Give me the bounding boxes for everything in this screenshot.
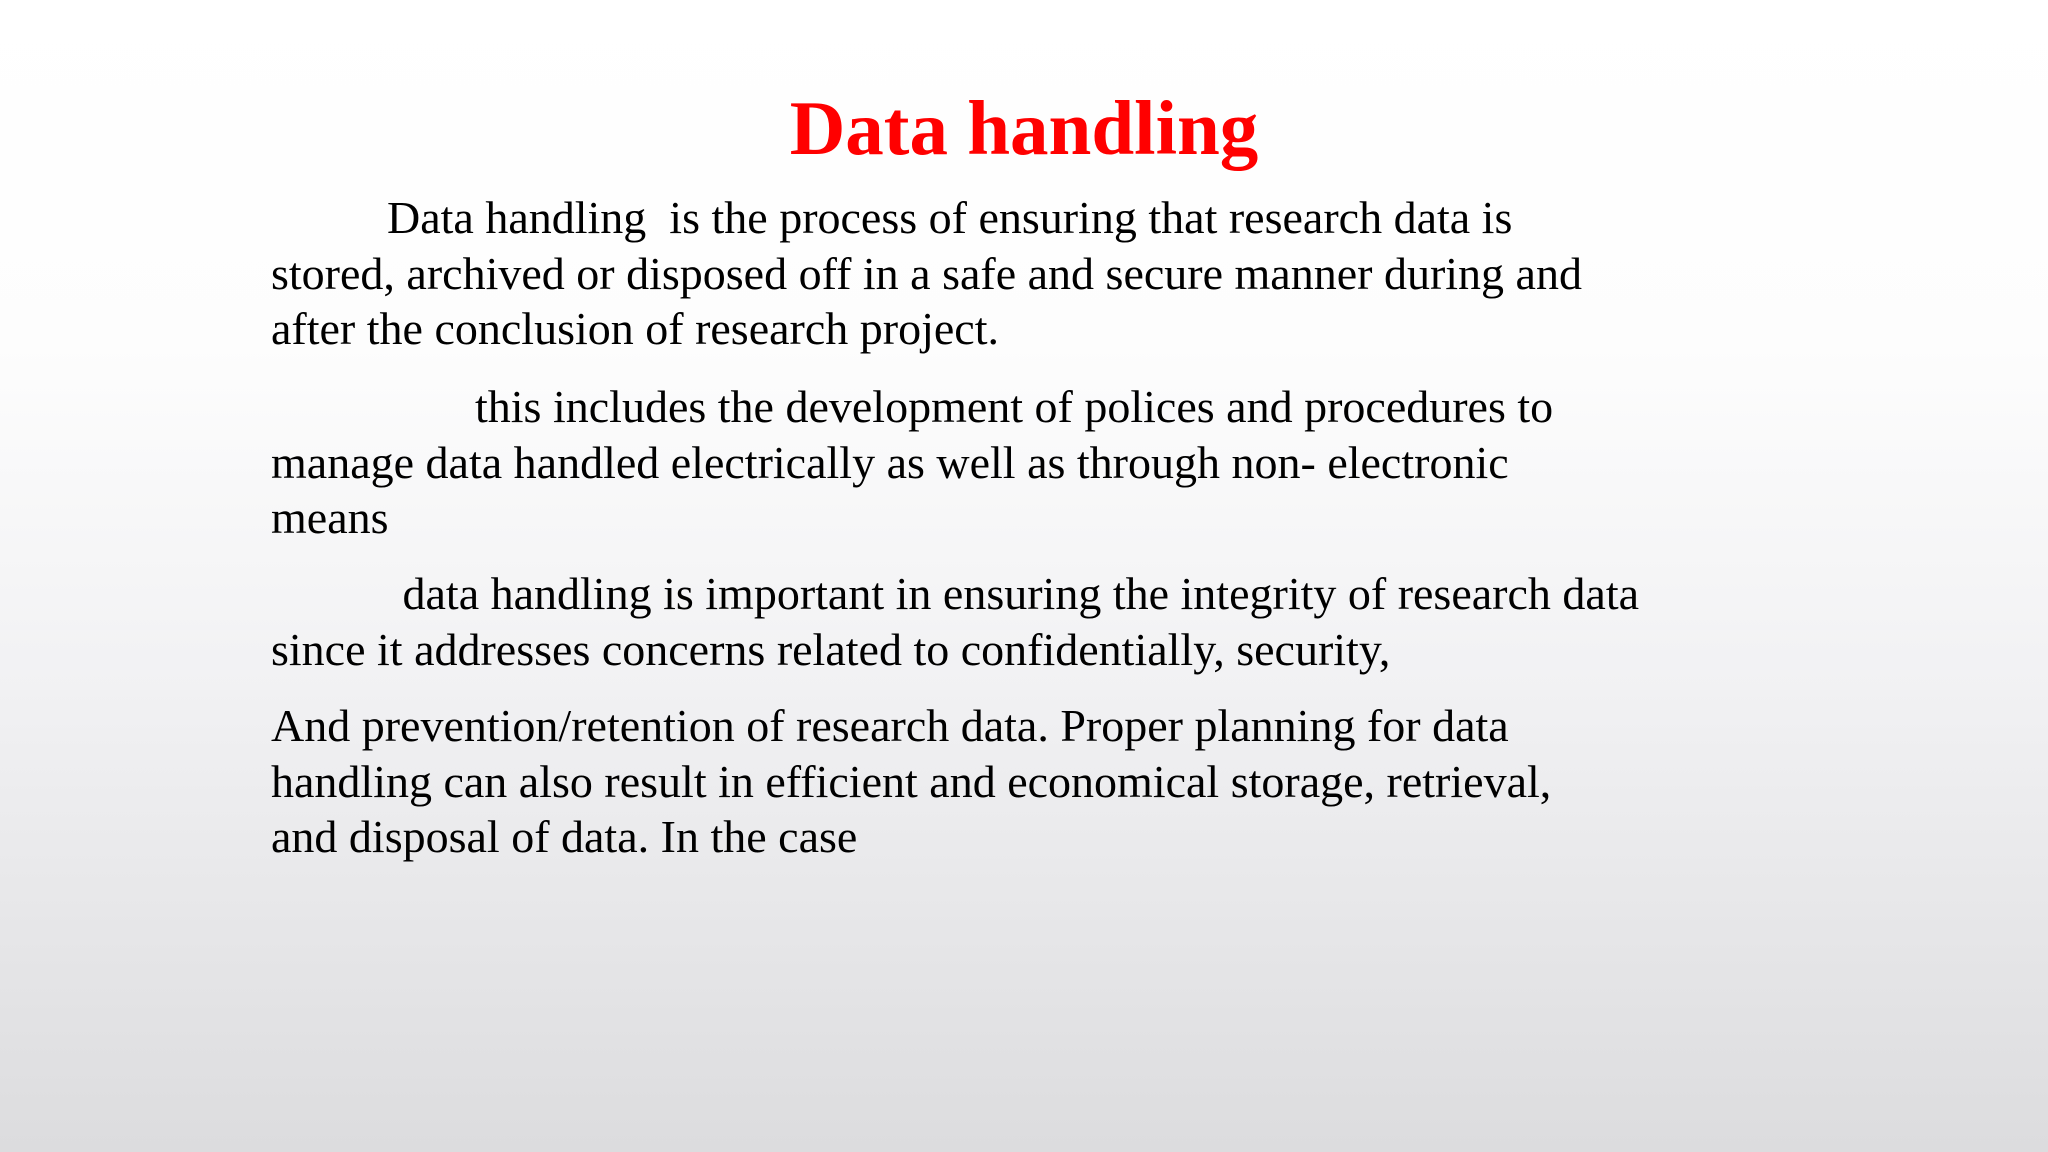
paragraph-integrity: data handling is important in ensuring the integrity of research data since it addresses concerns related to confidentially, security, <box>271 568 1640 675</box>
paragraph-policies: this includes the development of polices and procedures to manage data handled electrically as well as through non- electronic means <box>271 381 1554 543</box>
slide-title: Data handling <box>789 85 1259 171</box>
paragraph-definition: Data handling is the process of ensuring that research data is stored, archived or disposed off in a safe and secure manner during and after the conclusion of research project. <box>271 192 1582 354</box>
paragraph-planning: And prevention/retention of research data. Proper planning for data handling can also result in efficient and economical storage, retrieval, and disposal of data. In the case <box>271 700 1552 862</box>
